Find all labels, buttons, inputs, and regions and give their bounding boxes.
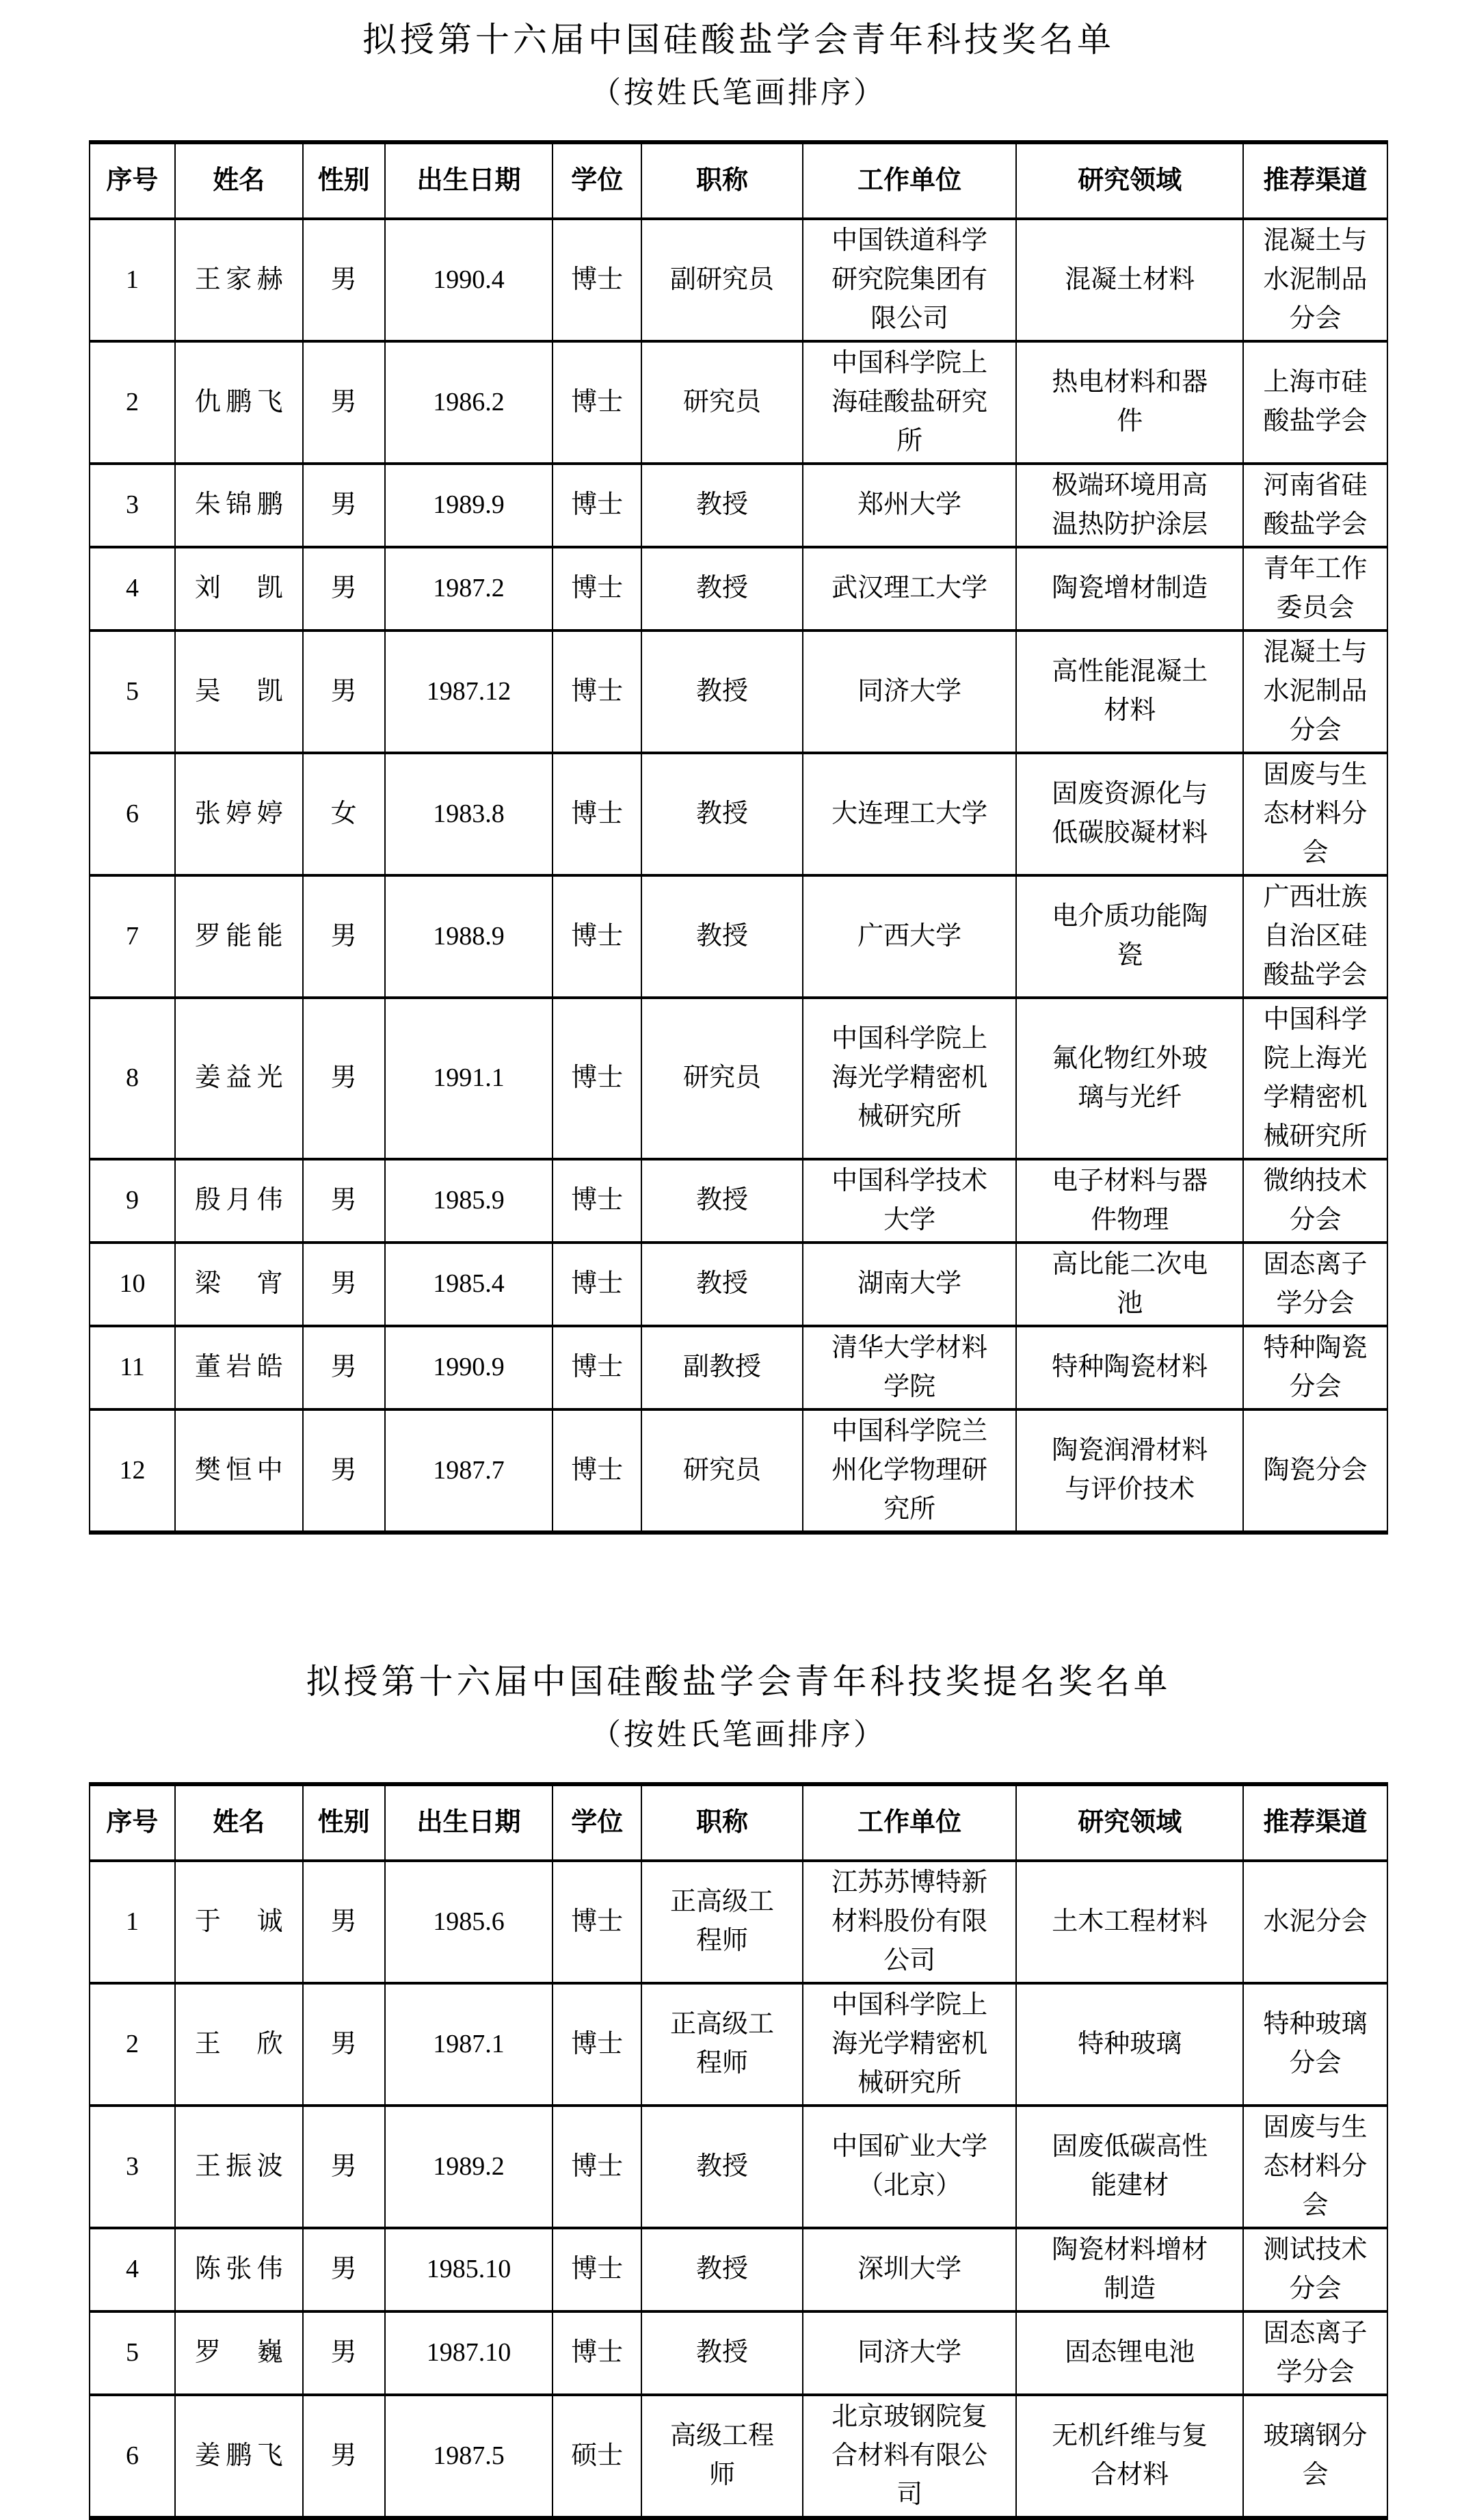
column-header-birth-date: 出生日期: [385, 1784, 553, 1861]
column-header-professional-title: 职称: [641, 142, 803, 219]
cell-professional-title: 教授: [641, 2311, 803, 2395]
cell-professional-title: 副研究员: [641, 219, 803, 341]
table-row: [90, 547, 1387, 631]
cell-gender: 男: [303, 219, 385, 341]
table-row: [90, 464, 1387, 547]
cell-gender: 男: [303, 2395, 385, 2518]
cell-name: 于诚: [175, 1861, 303, 1983]
table-row: [90, 875, 1387, 998]
cell-professional-title: 教授: [641, 875, 803, 998]
cell-research-field: 特种陶瓷材料: [1016, 1326, 1243, 1409]
cell-recommendation-channel: 广西壮族自治区硅酸盐学会: [1243, 875, 1387, 998]
cell-degree: 博士: [553, 547, 641, 631]
cell-name: 罗巍: [175, 2311, 303, 2395]
cell-research-field: 高性能混凝土材料: [1016, 631, 1243, 753]
award-winners-table: [89, 140, 1388, 1535]
page-title-nomination: 拟授第十六届中国硅酸盐学会青年科技奖提名奖名单: [306, 1662, 1171, 1701]
cell-index: 8: [90, 998, 175, 1159]
cell-index: 10: [90, 1243, 175, 1326]
cell-degree: 博士: [553, 1243, 641, 1326]
cell-research-field: 极端环境用高温热防护涂层: [1016, 464, 1243, 547]
cell-degree: 博士: [553, 2311, 641, 2395]
cell-professional-title: 教授: [641, 547, 803, 631]
cell-gender: 男: [303, 2106, 385, 2228]
cell-employer: 广西大学: [803, 875, 1017, 998]
cell-birth-date: 1990.9: [385, 1326, 553, 1409]
column-header-professional-title: 职称: [641, 1784, 803, 1861]
cell-index: 11: [90, 1326, 175, 1409]
cell-name: 吴凯: [175, 631, 303, 753]
cell-employer: 中国科学院上海光学精密机械研究所: [803, 998, 1017, 1159]
cell-recommendation-channel: 青年工作委员会: [1243, 547, 1387, 631]
cell-degree: 博士: [553, 341, 641, 464]
cell-research-field: 高比能二次电池: [1016, 1243, 1243, 1326]
cell-recommendation-channel: 微纳技术分会: [1243, 1159, 1387, 1243]
cell-research-field: 特种玻璃: [1016, 1983, 1243, 2106]
cell-birth-date: 1985.6: [385, 1861, 553, 1983]
cell-professional-title: 教授: [641, 1243, 803, 1326]
cell-professional-title: 副教授: [641, 1326, 803, 1409]
cell-recommendation-channel: 固态离子学分会: [1243, 2311, 1387, 2395]
cell-birth-date: 1987.5: [385, 2395, 553, 2518]
cell-index: 5: [90, 2311, 175, 2395]
column-header-name: 姓名: [175, 1784, 303, 1861]
cell-gender: 男: [303, 1243, 385, 1326]
cell-degree: 博士: [553, 219, 641, 341]
cell-employer: 郑州大学: [803, 464, 1017, 547]
cell-birth-date: 1986.2: [385, 341, 553, 464]
column-header-name: 姓名: [175, 142, 303, 219]
cell-recommendation-channel: 混凝土与水泥制品分会: [1243, 631, 1387, 753]
cell-employer: 清华大学材料学院: [803, 1326, 1017, 1409]
cell-name: 罗能能: [175, 875, 303, 998]
cell-gender: 男: [303, 1983, 385, 2106]
cell-recommendation-channel: 混凝土与水泥制品分会: [1243, 219, 1387, 341]
column-header-degree: 学位: [553, 142, 641, 219]
column-header-recommendation-channel: 推荐渠道: [1243, 1784, 1387, 1861]
cell-degree: 博士: [553, 753, 641, 875]
column-header-research-field: 研究领域: [1016, 142, 1243, 219]
cell-birth-date: 1987.12: [385, 631, 553, 753]
cell-employer: 湖南大学: [803, 1243, 1017, 1326]
cell-employer: 中国科学院上海硅酸盐研究所: [803, 341, 1017, 464]
sort-note-nomination: （按姓氏笔画排序）: [591, 1717, 886, 1751]
cell-recommendation-channel: 水泥分会: [1243, 1861, 1387, 1983]
cell-employer: 同济大学: [803, 631, 1017, 753]
cell-degree: 博士: [553, 1409, 641, 1533]
nomination-winners-table: [89, 1782, 1388, 2520]
table-row: [90, 2395, 1387, 2518]
cell-index: 2: [90, 341, 175, 464]
cell-birth-date: 1987.2: [385, 547, 553, 631]
column-header-employer: 工作单位: [803, 1784, 1017, 1861]
cell-index: 9: [90, 1159, 175, 1243]
cell-employer: 江苏苏博特新材料股份有限公司: [803, 1861, 1017, 1983]
table-row: [90, 1409, 1387, 1533]
table-row: [90, 341, 1387, 464]
cell-birth-date: 1983.8: [385, 753, 553, 875]
table-row: [90, 1983, 1387, 2106]
cell-gender: 男: [303, 631, 385, 753]
cell-birth-date: 1991.1: [385, 998, 553, 1159]
cell-professional-title: 高级工程师: [641, 2395, 803, 2518]
cell-index: 3: [90, 464, 175, 547]
cell-gender: 男: [303, 2228, 385, 2311]
cell-degree: 博士: [553, 998, 641, 1159]
table-row: [90, 1243, 1387, 1326]
cell-research-field: 热电材料和器件: [1016, 341, 1243, 464]
nomination-list-section: [89, 1661, 1388, 2520]
cell-name: 殷月伟: [175, 1159, 303, 1243]
table-row: [90, 1861, 1387, 1983]
cell-recommendation-channel: 玻璃钢分会: [1243, 2395, 1387, 2518]
cell-gender: 男: [303, 464, 385, 547]
column-header-index: 序号: [90, 1784, 175, 1861]
cell-employer: 中国矿业大学（北京）: [803, 2106, 1017, 2228]
cell-recommendation-channel: 固废与生态材料分会: [1243, 2106, 1387, 2228]
cell-research-field: 电子材料与器件物理: [1016, 1159, 1243, 1243]
cell-index: 3: [90, 2106, 175, 2228]
table-row: [90, 631, 1387, 753]
cell-professional-title: 教授: [641, 2228, 803, 2311]
column-header-research-field: 研究领域: [1016, 1784, 1243, 1861]
cell-research-field: 氟化物红外玻璃与光纤: [1016, 998, 1243, 1159]
cell-gender: 男: [303, 1861, 385, 1983]
cell-degree: 博士: [553, 875, 641, 998]
cell-index: 1: [90, 219, 175, 341]
cell-degree: 博士: [553, 2228, 641, 2311]
cell-name: 王振波: [175, 2106, 303, 2228]
cell-research-field: 固废资源化与低碳胶凝材料: [1016, 753, 1243, 875]
cell-research-field: 土木工程材料: [1016, 1861, 1243, 1983]
table-row: [90, 753, 1387, 875]
cell-research-field: 陶瓷润滑材料与评价技术: [1016, 1409, 1243, 1533]
cell-research-field: 陶瓷增材制造: [1016, 547, 1243, 631]
cell-recommendation-channel: 中国科学院上海光学精密机械研究所: [1243, 998, 1387, 1159]
cell-birth-date: 1990.4: [385, 219, 553, 341]
cell-degree: 硕士: [553, 2395, 641, 2518]
cell-name: 刘凯: [175, 547, 303, 631]
sort-note: （按姓氏笔画排序）: [591, 76, 886, 109]
table-row: [90, 2106, 1387, 2228]
cell-employer: 深圳大学: [803, 2228, 1017, 2311]
cell-gender: 男: [303, 998, 385, 1159]
cell-name: 王欣: [175, 1983, 303, 2106]
cell-index: 4: [90, 2228, 175, 2311]
cell-birth-date: 1985.9: [385, 1159, 553, 1243]
cell-name: 王家赫: [175, 219, 303, 341]
column-header-birth-date: 出生日期: [385, 142, 553, 219]
cell-degree: 博士: [553, 631, 641, 753]
column-header-degree: 学位: [553, 1784, 641, 1861]
cell-name: 梁宵: [175, 1243, 303, 1326]
cell-birth-date: 1989.9: [385, 464, 553, 547]
column-header-gender: 性别: [303, 142, 385, 219]
cell-birth-date: 1987.1: [385, 1983, 553, 2106]
cell-employer: 中国科学院上海光学精密机械研究所: [803, 1983, 1017, 2106]
cell-recommendation-channel: 特种陶瓷分会: [1243, 1326, 1387, 1409]
cell-name: 张婷婷: [175, 753, 303, 875]
cell-recommendation-channel: 河南省硅酸盐学会: [1243, 464, 1387, 547]
cell-degree: 博士: [553, 2106, 641, 2228]
page-title: 拟授第十六届中国硅酸盐学会青年科技奖名单: [362, 21, 1115, 59]
cell-birth-date: 1985.4: [385, 1243, 553, 1326]
cell-professional-title: 教授: [641, 464, 803, 547]
table-row: [90, 1159, 1387, 1243]
cell-professional-title: 正高级工程师: [641, 1861, 803, 1983]
cell-research-field: 电介质功能陶瓷: [1016, 875, 1243, 998]
cell-index: 2: [90, 1983, 175, 2106]
cell-employer: 中国科学院兰州化学物理研究所: [803, 1409, 1017, 1533]
cell-gender: 男: [303, 341, 385, 464]
cell-employer: 武汉理工大学: [803, 547, 1017, 631]
cell-professional-title: 教授: [641, 631, 803, 753]
cell-employer: 中国科学技术大学: [803, 1159, 1017, 1243]
cell-name: 陈张伟: [175, 2228, 303, 2311]
cell-name: 董岩皓: [175, 1326, 303, 1409]
cell-index: 6: [90, 2395, 175, 2518]
cell-name: 朱锦鹏: [175, 464, 303, 547]
cell-research-field: 固态锂电池: [1016, 2311, 1243, 2395]
cell-name: 樊恒中: [175, 1409, 303, 1533]
cell-gender: 男: [303, 1326, 385, 1409]
column-header-index: 序号: [90, 142, 175, 219]
cell-degree: 博士: [553, 1159, 641, 1243]
cell-gender: 男: [303, 875, 385, 998]
cell-recommendation-channel: 陶瓷分会: [1243, 1409, 1387, 1533]
cell-index: 12: [90, 1409, 175, 1533]
cell-birth-date: 1988.9: [385, 875, 553, 998]
cell-index: 1: [90, 1861, 175, 1983]
cell-birth-date: 1985.10: [385, 2228, 553, 2311]
cell-professional-title: 教授: [641, 753, 803, 875]
cell-gender: 男: [303, 547, 385, 631]
cell-degree: 博士: [553, 1983, 641, 2106]
cell-gender: 女: [303, 753, 385, 875]
cell-birth-date: 1989.2: [385, 2106, 553, 2228]
cell-recommendation-channel: 上海市硅酸盐学会: [1243, 341, 1387, 464]
cell-recommendation-channel: 特种玻璃分会: [1243, 1983, 1387, 2106]
cell-birth-date: 1987.7: [385, 1409, 553, 1533]
column-header-employer: 工作单位: [803, 142, 1017, 219]
table-row: [90, 2311, 1387, 2395]
cell-research-field: 无机纤维与复合材料: [1016, 2395, 1243, 2518]
cell-professional-title: 正高级工程师: [641, 1983, 803, 2106]
cell-index: 4: [90, 547, 175, 631]
cell-professional-title: 研究员: [641, 341, 803, 464]
table-row: [90, 2228, 1387, 2311]
cell-degree: 博士: [553, 1326, 641, 1409]
cell-employer: 同济大学: [803, 2311, 1017, 2395]
cell-gender: 男: [303, 2311, 385, 2395]
cell-degree: 博士: [553, 1861, 641, 1983]
cell-employer: 大连理工大学: [803, 753, 1017, 875]
cell-professional-title: 研究员: [641, 998, 803, 1159]
cell-birth-date: 1987.10: [385, 2311, 553, 2395]
cell-degree: 博士: [553, 464, 641, 547]
cell-name: 仇鹏飞: [175, 341, 303, 464]
cell-name: 姜益光: [175, 998, 303, 1159]
header-row: [90, 1784, 1387, 1861]
cell-professional-title: 研究员: [641, 1409, 803, 1533]
cell-recommendation-channel: 固态离子学分会: [1243, 1243, 1387, 1326]
cell-gender: 男: [303, 1409, 385, 1533]
cell-professional-title: 教授: [641, 2106, 803, 2228]
cell-name: 姜鹏飞: [175, 2395, 303, 2518]
column-header-recommendation-channel: 推荐渠道: [1243, 142, 1387, 219]
table-row: [90, 1326, 1387, 1409]
cell-index: 6: [90, 753, 175, 875]
cell-research-field: 混凝土材料: [1016, 219, 1243, 341]
award-list-section: [89, 19, 1388, 1535]
cell-employer: 北京玻钢院复合材料有限公司: [803, 2395, 1017, 2518]
cell-employer: 中国铁道科学研究院集团有限公司: [803, 219, 1017, 341]
cell-recommendation-channel: 固废与生态材料分会: [1243, 753, 1387, 875]
cell-research-field: 陶瓷材料增材制造: [1016, 2228, 1243, 2311]
cell-research-field: 固废低碳高性能建材: [1016, 2106, 1243, 2228]
cell-index: 5: [90, 631, 175, 753]
table-row: [90, 219, 1387, 341]
header-row: [90, 142, 1387, 219]
cell-index: 7: [90, 875, 175, 998]
cell-recommendation-channel: 测试技术分会: [1243, 2228, 1387, 2311]
cell-gender: 男: [303, 1159, 385, 1243]
table-row: [90, 998, 1387, 1159]
column-header-gender: 性别: [303, 1784, 385, 1861]
cell-professional-title: 教授: [641, 1159, 803, 1243]
